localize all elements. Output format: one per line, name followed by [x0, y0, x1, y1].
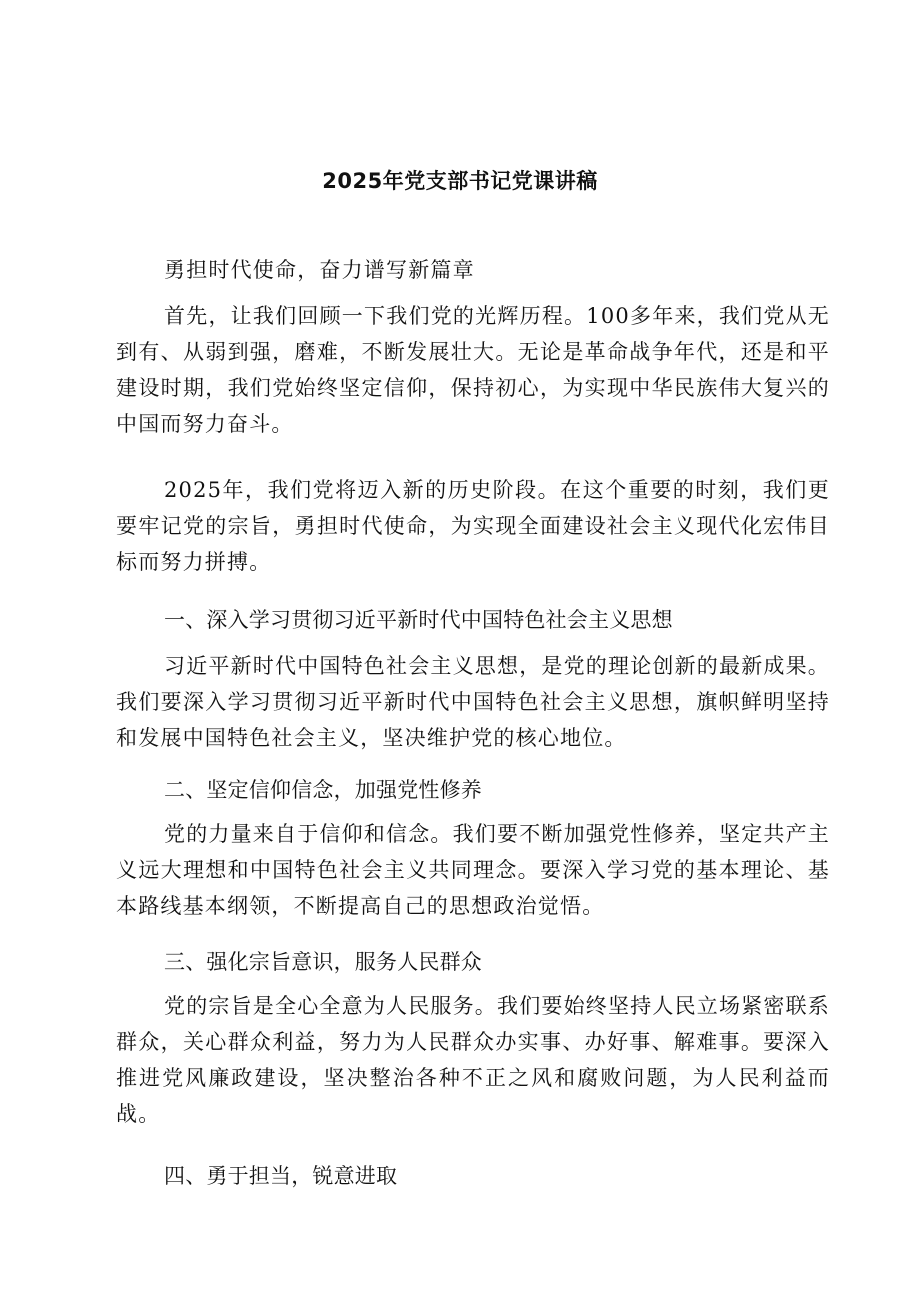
section-heading-1: 一、深入学习贯彻习近平新时代中国特色社会主义思想 [164, 608, 673, 632]
section-body-2: 党的力量来自于信仰和信念。我们要不断加强党性修养，坚定共产主义远大理想和中国特色社会主义共同理念。要深入学习党的基本理论、基本路线基本纲领，不断提高自己的思想政治觉悟。 [116, 822, 830, 918]
subtitle-paragraph: 勇担时代使命，奋力谱写新篇章 [164, 258, 475, 282]
section-body-3: 党的宗旨是全心全意为人民服务。我们要始终坚持人民立场紧密联系群众，关心群众利益，努力为人民群众办实事、办好事、解难事。要深入推进党风廉政建设，坚决整治各种不正之风和腐败问题，为人民利益而战。 [116, 994, 830, 1126]
document-title: 2025年党支部书记党课讲稿 [322, 169, 598, 193]
section-heading-2: 二、坚定信仰信念，加强党性修养 [164, 778, 482, 802]
section-heading-4: 四、勇于担当，锐意进取 [164, 1164, 398, 1188]
intro-paragraph-2025: 2025年，我们党将迈入新的历史阶段。在这个重要的时刻，我们更要牢记党的宗旨，勇担时代使命，为实现全面建设社会主义现代化宏伟目标而努力拼搏。 [116, 478, 830, 574]
section-heading-3: 三、强化宗旨意识，服务人民群众 [164, 950, 482, 974]
intro-paragraph-history: 首先，让我们回顾一下我们党的光辉历程。100多年来，我们党从无到有、从弱到强，磨难，不断发展壮大。无论是革命战争年代，还是和平建设时期，我们党始终坚定信仰，保持初心，为实现中华民族伟大复兴的中国而努力奋斗。 [116, 304, 830, 436]
section-body-1: 习近平新时代中国特色社会主义思想，是党的理论创新的最新成果。我们要深入学习贯彻习近平新时代中国特色社会主义思想，旗帜鲜明坚持和发展中国特色社会主义，坚决维护党的核心地位。 [116, 654, 830, 750]
